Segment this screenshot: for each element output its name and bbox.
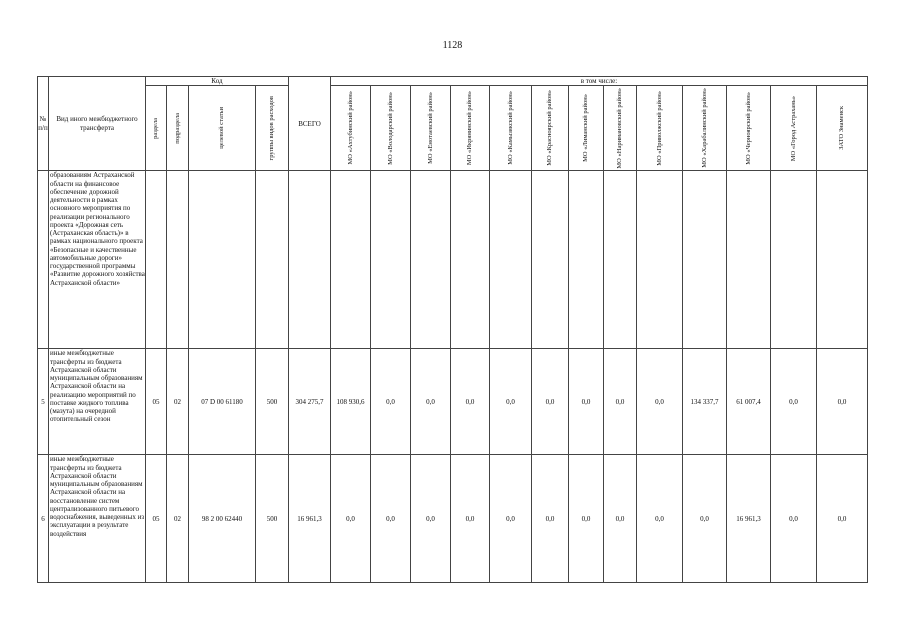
mo-amount <box>727 171 771 349</box>
transfer-description: иные межбюджетные трансферты из бюджета Астраханской области муниципальным образованиям Астраханской области на восстановление систем централизованного питьевого водоснабжения, выведенных из эксплуатации в результате воздействия <box>49 455 146 583</box>
target-article-code <box>189 171 256 349</box>
mo-amount <box>637 171 683 349</box>
podrazdel-code: 02 <box>167 455 189 583</box>
mo-amount: 0,0 <box>817 349 868 455</box>
header-podrazdel: подраздела <box>167 86 189 171</box>
table-row <box>38 171 868 349</box>
header-mo-3: МО «Енотаевский район» <box>411 86 451 171</box>
mo-amount <box>490 171 532 349</box>
table-body <box>38 171 868 583</box>
header-mo-5: МО «Камызякский район» <box>490 86 532 171</box>
mo-amount: 0,0 <box>451 349 490 455</box>
header-row-2 <box>38 86 868 171</box>
podrazdel-code: 02 <box>167 349 189 455</box>
header-mo-13: ЗАТО Знаменск <box>817 86 868 171</box>
mo-amount <box>331 171 371 349</box>
header-mo-2: МО «Володарский район» <box>371 86 411 171</box>
transfer-description: образованиям Астраханской области на финансовое обеспечение дорожной деятельности в рамках основного мероприятия по реализации регионального проекта «Дорожная сеть (Астраханская область)» в рамках национального проекта «Безопасные и качественные автомобильные дороги» государственной программы «Развитие дорожного хозяйства Астраханской области» <box>49 171 146 349</box>
mo-amount: 16 961,3 <box>727 455 771 583</box>
header-including-group: в том числе: <box>331 77 868 86</box>
mo-amount: 0,0 <box>637 455 683 583</box>
mo-amount: 0,0 <box>411 455 451 583</box>
mo-amount: 0,0 <box>532 349 569 455</box>
mo-amount: 0,0 <box>604 455 637 583</box>
header-no: № п/п <box>38 77 49 171</box>
mo-amount: 0,0 <box>604 349 637 455</box>
mo-amount: 0,0 <box>771 455 817 583</box>
row-number: 5 <box>38 349 49 455</box>
mo-amount: 0,0 <box>371 455 411 583</box>
razdel-code: 05 <box>146 349 167 455</box>
mo-amount: 0,0 <box>331 455 371 583</box>
total-amount: 304 275,7 <box>289 349 331 455</box>
row-number <box>38 171 49 349</box>
header-mo-7: МО «Лиманский район» <box>569 86 604 171</box>
mo-amount <box>817 171 868 349</box>
header-mo-1: МО «Ахтубинский район» <box>331 86 371 171</box>
header-razdel: раздела <box>146 86 167 171</box>
mo-amount: 0,0 <box>817 455 868 583</box>
transfers-table <box>37 76 868 583</box>
header-mo-4: МО «Икрянинский район» <box>451 86 490 171</box>
mo-amount: 0,0 <box>637 349 683 455</box>
mo-amount: 108 930,6 <box>331 349 371 455</box>
mo-amount <box>771 171 817 349</box>
mo-amount: 0,0 <box>490 349 532 455</box>
mo-amount: 0,0 <box>451 455 490 583</box>
mo-amount: 0,0 <box>411 349 451 455</box>
total-amount <box>289 171 331 349</box>
expense-type-code <box>256 171 289 349</box>
razdel-code: 05 <box>146 455 167 583</box>
mo-amount <box>532 171 569 349</box>
header-row-1 <box>38 77 868 86</box>
mo-amount <box>371 171 411 349</box>
mo-amount: 0,0 <box>683 455 727 583</box>
header-mo-6: МО «Красноярский район» <box>532 86 569 171</box>
expense-type-code: 500 <box>256 455 289 583</box>
page-number: 1128 <box>442 40 463 51</box>
mo-amount: 134 337,7 <box>683 349 727 455</box>
header-code-group: Код <box>146 77 289 86</box>
header-mo-11: МО «Черноярский район» <box>727 86 771 171</box>
razdel-code <box>146 171 167 349</box>
target-article-code: 07 D 00 61180 <box>189 349 256 455</box>
mo-amount: 0,0 <box>569 455 604 583</box>
header-expense-type: группы видов расходов <box>256 86 289 171</box>
row-number: 6 <box>38 455 49 583</box>
podrazdel-code <box>167 171 189 349</box>
mo-amount: 0,0 <box>371 349 411 455</box>
mo-amount <box>569 171 604 349</box>
transfer-description: иные межбюджетные трансферты из бюджета Астраханской области муниципальным образованиям Астраханской области на реализацию мероприятий по поставке жидкого топлива (мазута) на очередной отопительный сезон <box>49 349 146 455</box>
total-amount: 16 961,3 <box>289 455 331 583</box>
mo-amount <box>451 171 490 349</box>
mo-amount: 0,0 <box>532 455 569 583</box>
mo-amount: 0,0 <box>569 349 604 455</box>
mo-amount <box>411 171 451 349</box>
header-mo-12: МО «Город Астрахань» <box>771 86 817 171</box>
mo-amount: 0,0 <box>771 349 817 455</box>
header-total: ВСЕГО <box>289 77 331 171</box>
mo-amount: 61 007,4 <box>727 349 771 455</box>
target-article-code: 98 2 00 62440 <box>189 455 256 583</box>
header-mo-9: МО «Приволжский район» <box>637 86 683 171</box>
mo-amount <box>604 171 637 349</box>
table-row <box>38 455 868 583</box>
expense-type-code: 500 <box>256 349 289 455</box>
mo-amount <box>683 171 727 349</box>
header-type: Вид иного межбюджетного трансферта <box>49 77 146 171</box>
header-mo-8: МО «Наримановский район» <box>604 86 637 171</box>
table-row <box>38 349 868 455</box>
mo-amount: 0,0 <box>490 455 532 583</box>
header-mo-10: МО «Харабалинский район» <box>683 86 727 171</box>
header-target-article: целевой статьи <box>189 86 256 171</box>
